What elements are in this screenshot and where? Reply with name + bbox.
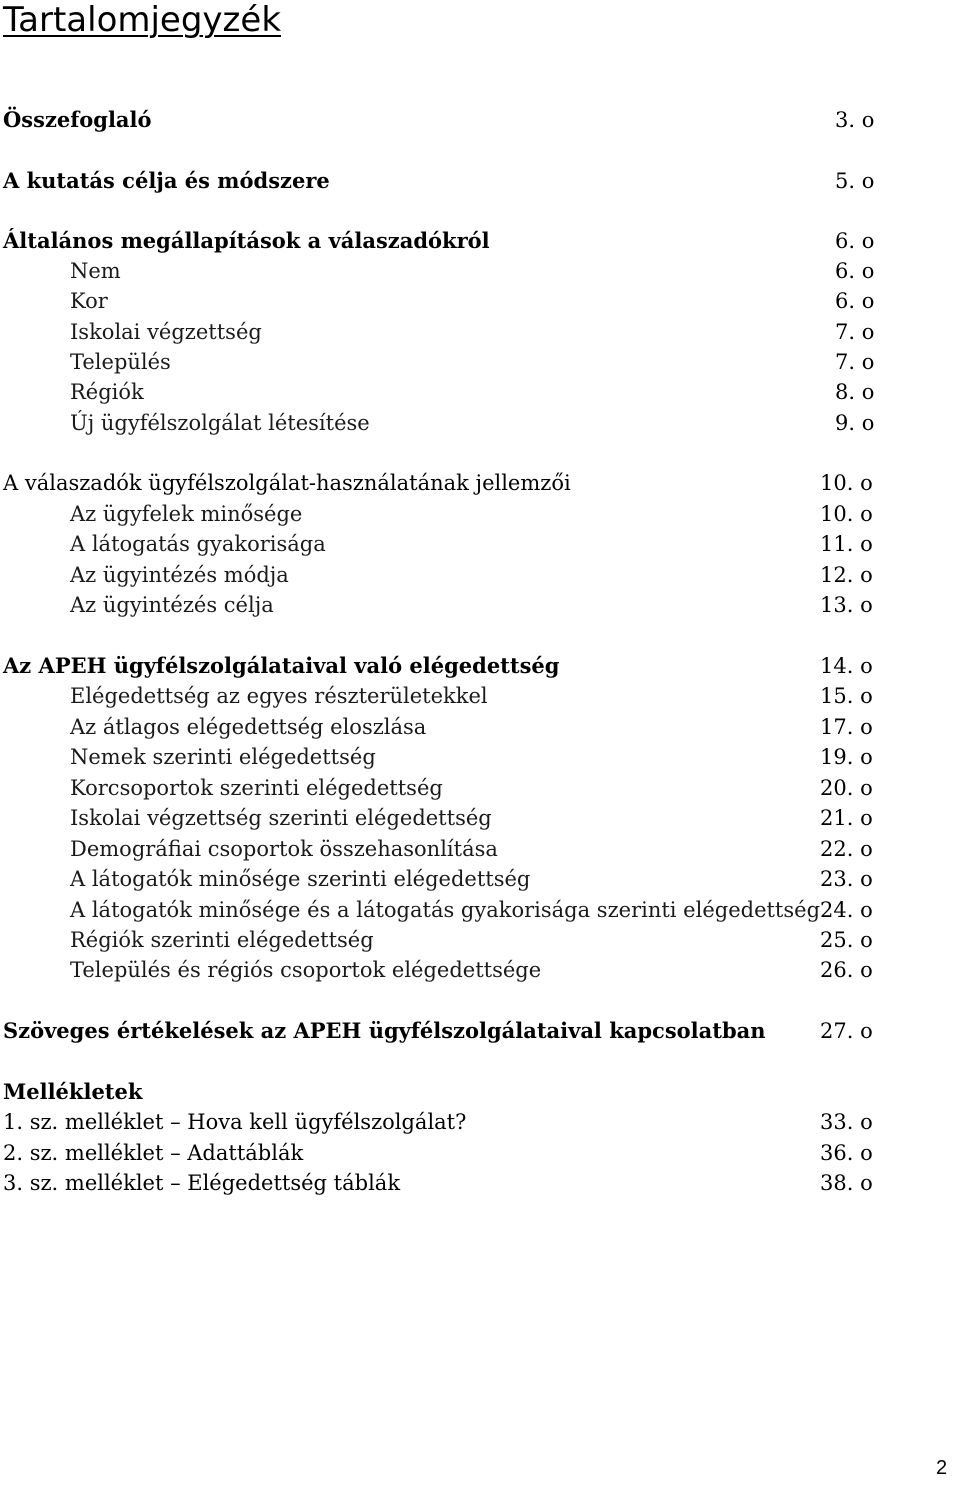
toc-entry[interactable] — [0, 468, 960, 498]
toc-entry-page: 8. o — [835, 380, 875, 404]
toc-entry[interactable] — [0, 499, 960, 529]
toc-entry-label: Nem — [70, 259, 121, 283]
toc-entry-page: 9. o — [835, 411, 875, 435]
page-number: 2 — [936, 1457, 948, 1479]
toc-entry-page: 17. o — [820, 715, 873, 739]
toc-entry[interactable] — [0, 529, 960, 559]
toc-entry-page: 23. o — [820, 867, 873, 891]
toc-entry-label: A látogatás gyakorisága — [70, 532, 326, 556]
toc-entry[interactable] — [0, 651, 960, 681]
toc-entry[interactable] — [0, 166, 960, 196]
toc-entry[interactable] — [0, 925, 960, 955]
toc-entry-label: Régiók szerinti elégedettség — [70, 928, 374, 952]
toc-entry-label: Az APEH ügyfélszolgálataival való elégedettség — [3, 653, 560, 678]
toc-entry[interactable] — [0, 864, 960, 894]
toc-entry-page: 7. o — [835, 320, 875, 344]
toc-entry[interactable] — [0, 560, 960, 590]
toc-entry-label: Korcsoportok szerinti elégedettség — [70, 776, 443, 800]
toc-entry-page: 27. o — [820, 1019, 873, 1043]
toc-entry-label: Kor — [70, 289, 108, 313]
toc-entry-page: 24. o — [820, 898, 873, 922]
toc-entry-page: 26. o — [820, 958, 873, 982]
toc-entry-page: 38. o — [820, 1171, 873, 1195]
toc-entry-page: 21. o — [820, 806, 873, 830]
toc-entry-label: Iskolai végzettség — [70, 320, 262, 344]
toc-entry[interactable] — [0, 105, 960, 135]
toc-entry-label: Összefoglaló — [3, 107, 152, 132]
toc-entry-page: 6. o — [835, 259, 875, 283]
toc-entry[interactable] — [0, 590, 960, 620]
toc-entry-label: A kutatás célja és módszere — [3, 168, 330, 193]
toc-entry-label: Az ügyintézés módja — [70, 563, 289, 587]
toc-entry-page: 36. o — [820, 1141, 873, 1165]
toc-entry[interactable] — [0, 955, 960, 985]
toc-entry-page: 19. o — [820, 745, 873, 769]
toc-entry[interactable] — [0, 286, 960, 316]
toc-entry-label: A látogatók minősége és a látogatás gyakorisága szerinti elégedettség — [70, 898, 821, 922]
toc-entry-label: Az ügyfelek minősége — [70, 502, 303, 526]
toc-entry-label: A válaszadók ügyfélszolgálat-használatának jellemzői — [3, 471, 571, 495]
toc-entry-page: 10. o — [820, 502, 873, 526]
toc-entry[interactable] — [0, 347, 960, 377]
toc-entry-label: Nemek szerinti elégedettség — [70, 745, 376, 769]
toc-entry-page: 14. o — [820, 654, 873, 678]
toc-entry[interactable] — [0, 1107, 960, 1137]
toc-title: Tartalomjegyzék — [3, 0, 282, 40]
toc-entry-page: 25. o — [820, 928, 873, 952]
toc-entry-label: Demográfiai csoportok összehasonlítása — [70, 837, 498, 861]
toc-entry-label: A látogatók minősége szerinti elégedettség — [70, 867, 531, 891]
toc-entry[interactable] — [0, 712, 960, 742]
toc-entry[interactable] — [0, 834, 960, 864]
toc-entry-page: 22. o — [820, 837, 873, 861]
toc-entry-label: Település és régiós csoportok elégedettsége — [70, 958, 542, 982]
toc-entry-label: Általános megállapítások a válaszadókról — [3, 228, 490, 253]
toc-entry[interactable] — [0, 1016, 960, 1046]
toc-entry[interactable] — [0, 1077, 960, 1107]
toc-entry-page: 12. o — [820, 563, 873, 587]
toc-entry[interactable] — [0, 742, 960, 772]
toc-entry-page: 20. o — [820, 776, 873, 800]
toc-entry-label: Új ügyfélszolgálat létesítése — [70, 411, 370, 435]
toc-entry[interactable] — [0, 803, 960, 833]
toc-entry-page: 6. o — [835, 229, 875, 253]
toc-entry-label: 3. sz. melléklet – Elégedettség táblák — [3, 1171, 401, 1195]
toc-entry-label: Elégedettség az egyes részterületekkel — [70, 684, 488, 708]
toc-entry-label: Szöveges értékelések az APEH ügyfélszolgálataival kapcsolatban — [3, 1018, 766, 1043]
toc-entry-label: Iskolai végzettség szerinti elégedettség — [70, 806, 492, 830]
toc-entry-page: 11. o — [820, 532, 873, 556]
toc-entry-label: Mellékletek — [3, 1079, 143, 1104]
toc-entry-page: 33. o — [820, 1110, 873, 1134]
toc-entry[interactable] — [0, 226, 960, 256]
toc-entry[interactable] — [0, 408, 960, 438]
toc-entry-label: Régiók — [70, 380, 144, 404]
toc-entry-label: 1. sz. melléklet – Hova kell ügyfélszolgálat? — [3, 1110, 467, 1134]
toc-entry[interactable] — [0, 317, 960, 347]
toc-entry-label: Település — [70, 350, 171, 374]
toc-entry[interactable] — [0, 1138, 960, 1168]
toc-entry-page: 6. o — [835, 289, 875, 313]
toc-entry-page: 5. o — [835, 169, 875, 193]
toc-entry-page: 10. o — [820, 471, 873, 495]
toc-entry[interactable] — [0, 256, 960, 286]
toc-entry[interactable] — [0, 1168, 960, 1198]
toc-entry[interactable] — [0, 377, 960, 407]
toc-entry-label: Az átlagos elégedettség eloszlása — [70, 715, 427, 739]
toc-entry-page: 3. o — [835, 108, 875, 132]
toc-entry[interactable] — [0, 773, 960, 803]
toc-entry[interactable] — [0, 895, 960, 925]
toc-entry-page: 13. o — [820, 593, 873, 617]
toc-entry-label: 2. sz. melléklet – Adattáblák — [3, 1141, 304, 1165]
toc-entry[interactable] — [0, 681, 960, 711]
toc-entry-page: 7. o — [835, 350, 875, 374]
toc-entry-page: 15. o — [820, 684, 873, 708]
toc-entry-label: Az ügyintézés célja — [70, 593, 274, 617]
